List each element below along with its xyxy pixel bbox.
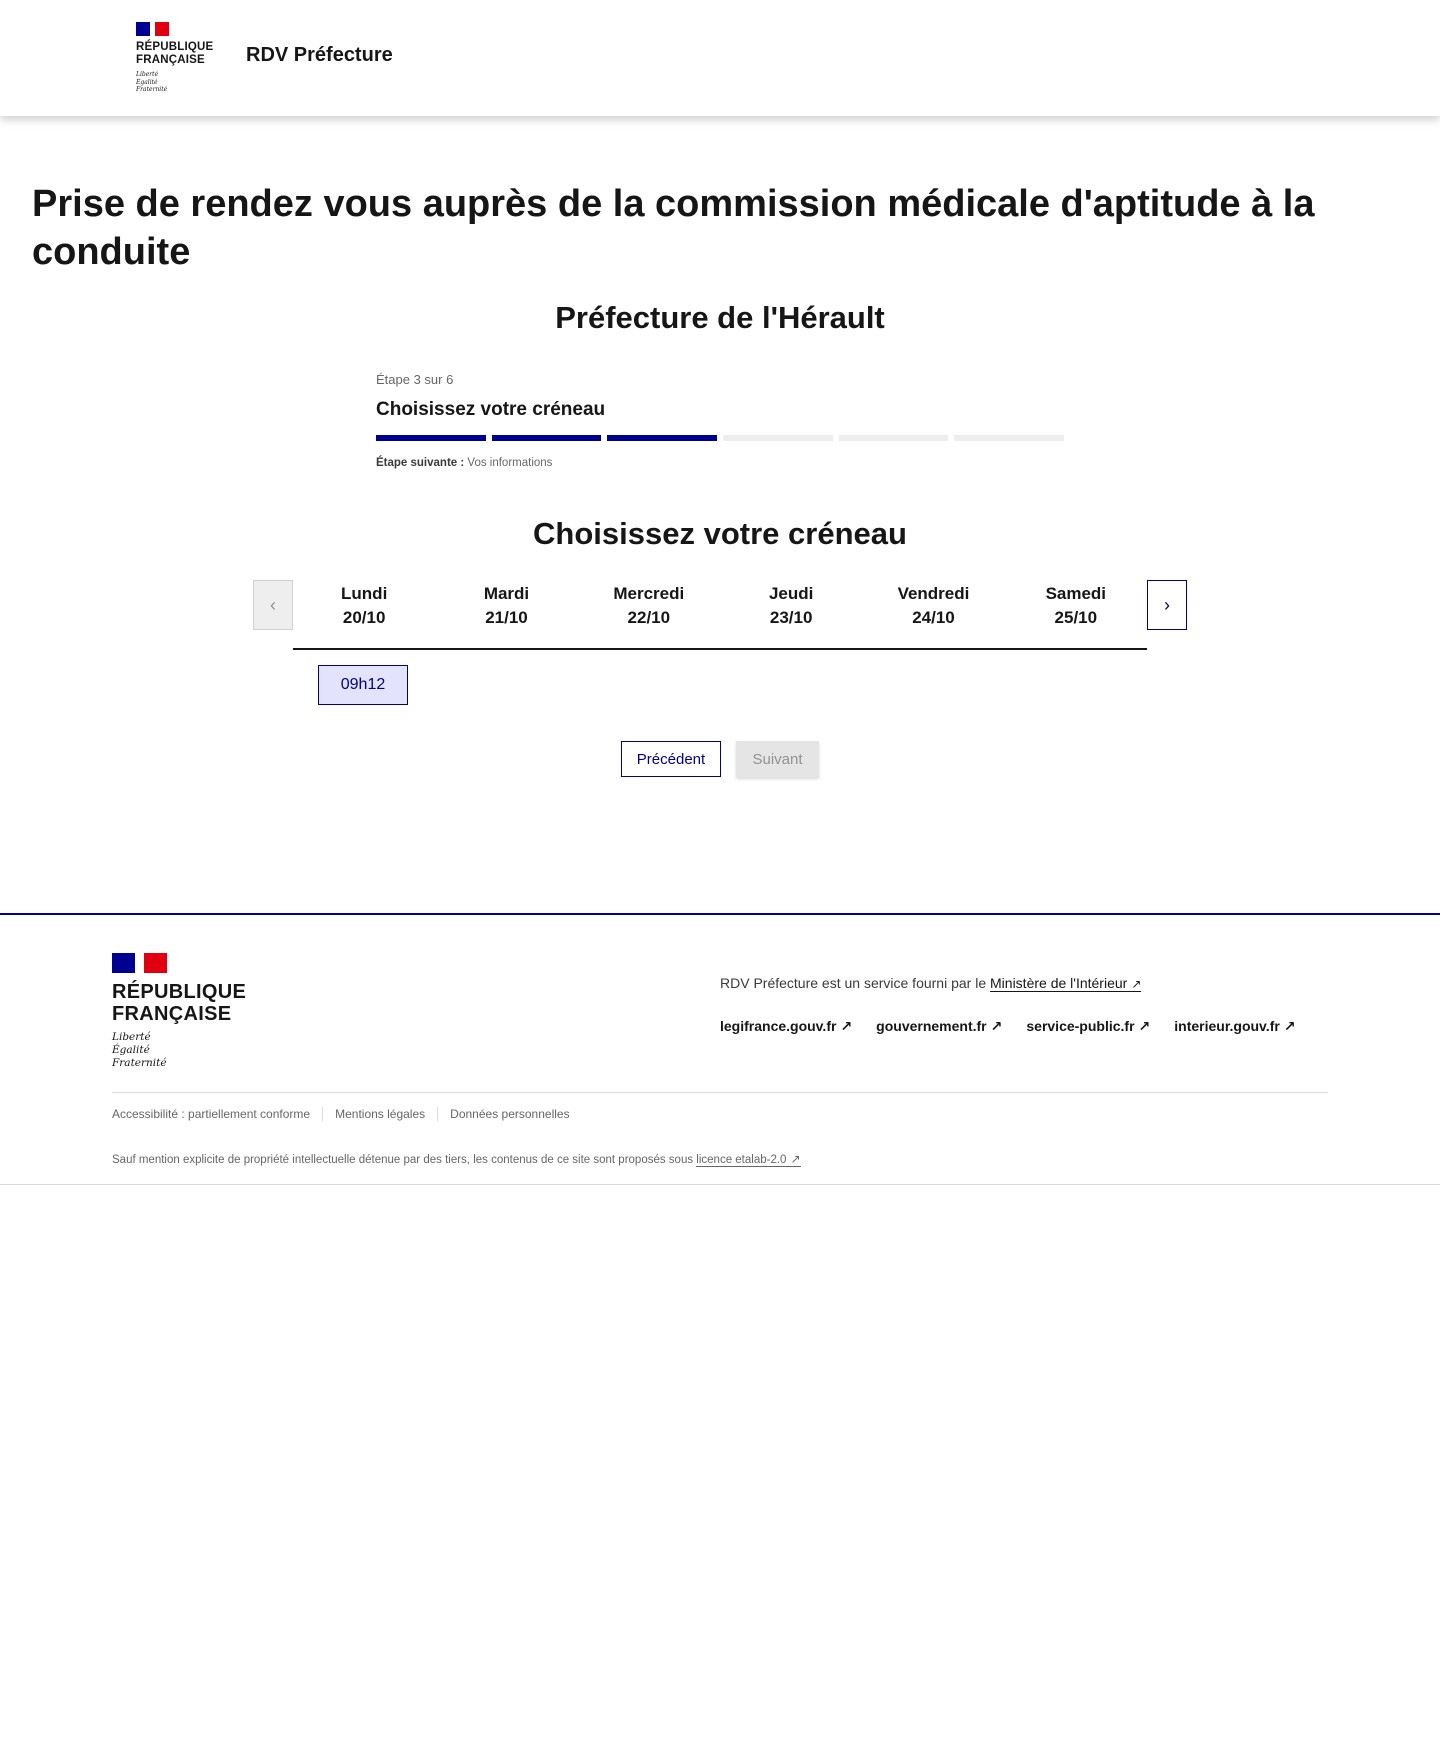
stepper <box>376 372 1064 469</box>
day-name: Lundi <box>341 584 388 603</box>
day-date: 21/10 <box>485 608 528 627</box>
motto-egalite: Égalité <box>136 78 158 86</box>
step-count: Étape 3 sur 6 <box>376 372 454 387</box>
license-link[interactable] <box>696 1154 800 1167</box>
step-segment <box>723 435 833 441</box>
footer-logo-text-line2: FRANÇAISE <box>112 1003 232 1025</box>
step-segment <box>954 435 1064 441</box>
footer-link-label: service-public.fr <box>1026 1018 1135 1034</box>
external-link-icon: ↗ <box>990 1018 1003 1034</box>
day-name: Mercredi <box>613 584 685 603</box>
next-step-value: Vos informations <box>467 457 553 469</box>
day-tab-mercredi[interactable] <box>578 580 720 650</box>
day-name: Jeudi <box>768 584 814 603</box>
step-segment <box>839 435 949 441</box>
time-slot-button[interactable]: 09h12 <box>318 665 408 705</box>
day-tab-jeudi[interactable] <box>720 580 862 650</box>
license-link-label: licence etalab-2.0 <box>696 1154 787 1166</box>
day-tab-vendredi[interactable] <box>862 580 1004 650</box>
footer-links <box>720 1018 1296 1035</box>
site-footer <box>0 913 1440 1185</box>
day-date: 25/10 <box>1054 608 1098 627</box>
site-header <box>0 0 1440 116</box>
external-link-icon: ↗ <box>840 1018 853 1034</box>
footer-description-text: RDV Préfecture est un service fourni par le <box>720 975 991 991</box>
footer-link-label: interieur.gouv.fr <box>1174 1018 1280 1034</box>
next-step-label: Étape suivante : <box>376 457 465 469</box>
step-progress-bar <box>376 435 1064 441</box>
day-name: Mardi <box>483 584 530 603</box>
step-title: Choisissez votre créneau <box>376 399 606 420</box>
accessibility-link[interactable]: Accessibilité : partiellement conforme <box>112 1107 311 1121</box>
day-date: 24/10 <box>912 608 955 627</box>
ministere-link-label: Ministère de l'Intérieur <box>990 975 1128 991</box>
marianne-flag-icon <box>112 953 167 973</box>
footer-motto-liberte: Liberté <box>112 1031 151 1043</box>
next-days-button[interactable] <box>1147 580 1187 630</box>
step-segment <box>492 435 602 441</box>
footer-divider <box>112 1092 1328 1093</box>
step-segment <box>607 435 717 441</box>
footer-link-interieur[interactable] <box>1174 1018 1295 1035</box>
motto-fraternite: Fraternité <box>136 86 168 93</box>
next-step-info <box>376 457 1064 469</box>
motto-liberte: Liberté <box>136 71 159 78</box>
legal-notice-link[interactable]: Mentions légales <box>322 1107 437 1121</box>
chevron-right-icon: › <box>1164 594 1170 615</box>
day-name: Vendredi <box>897 584 970 603</box>
prefecture-title: Préfecture de l'Hérault <box>555 300 885 335</box>
day-date: 23/10 <box>769 608 813 627</box>
previous-days-button[interactable] <box>253 580 293 630</box>
page-title: Prise de rendez vous auprès de la commission médicale d'aptitude à la conduite <box>32 183 1315 273</box>
service-title[interactable]: RDV Préfecture <box>246 44 393 66</box>
footer-motto-fraternite: Fraternité <box>112 1057 167 1069</box>
footer-link-label: gouvernement.fr <box>876 1018 987 1034</box>
footer-link-gouvernement[interactable] <box>876 1018 1002 1035</box>
personal-data-link[interactable]: Données personnelles <box>437 1107 581 1121</box>
day-tab-mardi[interactable] <box>435 580 577 650</box>
chevron-left-icon: ‹ <box>270 594 276 615</box>
footer-link-legifrance[interactable] <box>720 1018 852 1035</box>
day-tab-lundi[interactable] <box>293 580 435 650</box>
slot-section-title: Choisissez votre créneau <box>533 516 907 551</box>
footer-republique-francaise-logo[interactable] <box>112 953 246 1070</box>
logo-text-line1: RÉPUBLIQUE <box>136 41 214 53</box>
external-link-icon: ↗ <box>1283 1018 1296 1034</box>
day-date: 20/10 <box>342 608 386 627</box>
license-text: Sauf mention explicite de propriété intellectuelle détenue par des tiers, les contenus de ce site sont proposés sous <box>112 1154 697 1166</box>
republique-francaise-logo[interactable] <box>136 22 216 94</box>
day-tabs <box>293 580 1147 650</box>
footer-bottom-links <box>112 1107 582 1121</box>
previous-button[interactable]: Précédent <box>621 741 721 777</box>
footer-motto-egalite: Égalité <box>112 1044 150 1056</box>
marianne-flag-icon <box>136 22 169 36</box>
external-link-icon: ↗ <box>1131 977 1142 991</box>
footer-logo-text-line1: RÉPUBLIQUE <box>112 981 247 1003</box>
external-link-icon: ↗ <box>790 1152 801 1166</box>
day-name: Samedi <box>1045 584 1107 603</box>
day-date: 22/10 <box>627 608 671 627</box>
footer-link-service-public[interactable] <box>1026 1018 1150 1035</box>
ministere-link[interactable] <box>990 975 1141 992</box>
external-link-icon: ↗ <box>1138 1018 1151 1034</box>
footer-license <box>112 1152 801 1166</box>
next-button[interactable]: Suivant <box>736 741 819 777</box>
footer-description <box>720 975 1141 991</box>
footer-link-label: legifrance.gouv.fr <box>720 1018 837 1034</box>
logo-text-line2: FRANÇAISE <box>136 54 205 66</box>
day-tab-samedi[interactable] <box>1005 580 1147 650</box>
step-segment <box>376 435 486 441</box>
